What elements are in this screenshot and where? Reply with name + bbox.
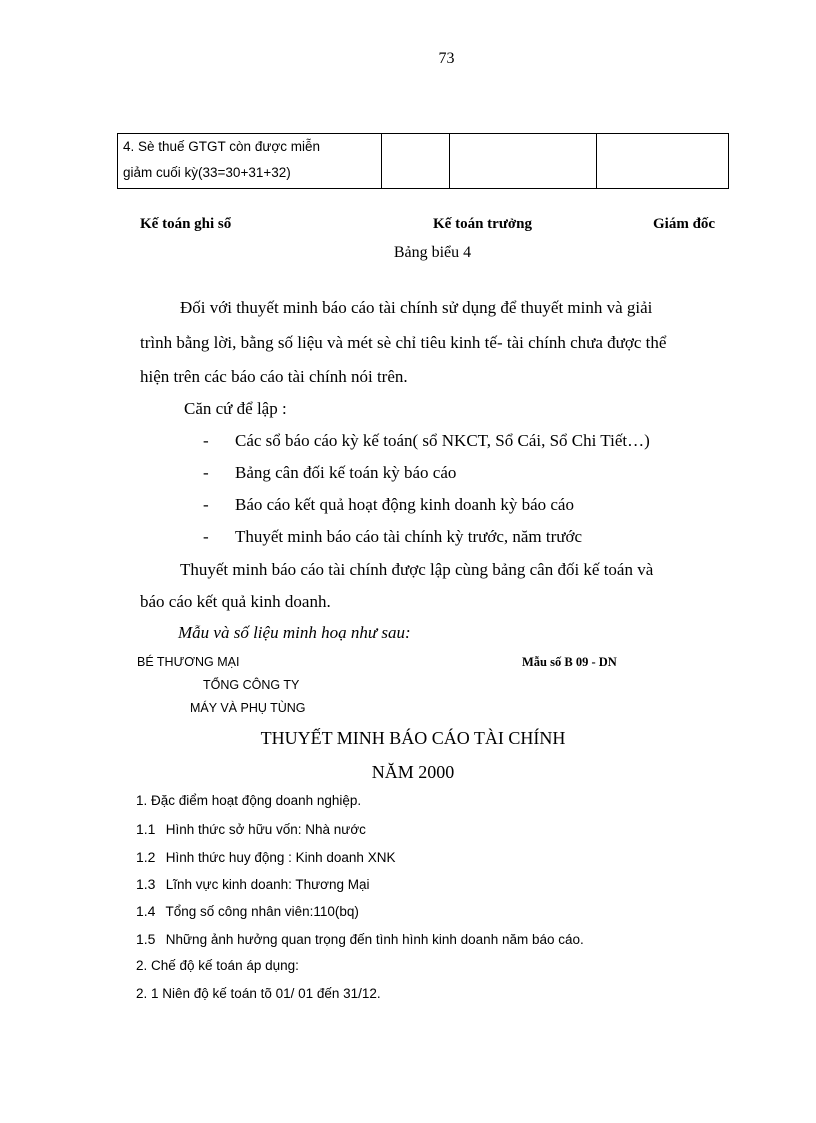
intro-line-2: trình bằng lời, bằng số liệu và mét sè chỉ tiêu kinh tế- tài chính chưa được thể: [140, 333, 667, 352]
item-text: Hình thức huy động : Kinh doanh XNK: [165, 850, 396, 865]
list-item: [136, 849, 395, 865]
item-number: 1.1: [136, 821, 156, 837]
table-cell: [450, 134, 597, 189]
intro-line-3: hiện trên các báo cáo tài chính nói trên.: [140, 367, 408, 386]
corporation-line-1: TỔNG CÔNG TY: [203, 678, 300, 692]
signature-accountant: Kế toán ghi sổ: [140, 216, 232, 232]
table-cell: [382, 134, 450, 189]
bullet-marker: -: [203, 431, 209, 450]
item-text: Lĩnh vực kinh doanh: Thương Mại: [165, 877, 370, 892]
basis-heading: Căn cứ để lập :: [184, 399, 287, 418]
section-2-heading: 2. Chế độ kế toán áp dụng:: [136, 958, 299, 973]
bullet-marker: -: [203, 527, 209, 546]
item-text: Những ảnh hưởng quan trọng đến tình hình kinh doanh năm báo cáo.: [165, 932, 584, 947]
section-2-1: 2. 1 Niên độ kế toán tõ 01/ 01 đến 31/12.: [136, 986, 381, 1001]
summary-line-2: báo cáo kết quả kinh doanh.: [140, 592, 331, 611]
form-number: Mẫu số B 09 - DN: [522, 655, 617, 669]
table-row-label-line1: 4. Sè thuế GTGT còn được miễn: [123, 139, 320, 154]
table-row-label-line2: giảm cuối kỳ(33=30+31+32): [123, 165, 291, 180]
bullet-item: Thuyết minh báo cáo tài chính kỳ trước, năm trước: [235, 527, 583, 546]
item-text: Hình thức sở hữu vốn: Nhà nước: [165, 822, 366, 837]
signature-chief-accountant: Kế toán trưởng: [433, 216, 532, 232]
item-number: 1.3: [136, 876, 156, 892]
bullet-item: Báo cáo kết quả hoạt động kinh doanh kỳ báo cáo: [235, 495, 574, 514]
list-item: [136, 903, 359, 919]
sample-intro: Mẫu và số liệu minh hoạ như sau:: [178, 623, 411, 642]
signature-director: Giám đốc: [653, 216, 716, 232]
page-number: 73: [438, 50, 455, 67]
item-number: 1.4: [136, 903, 156, 919]
bullet-item: Các sổ báo cáo kỳ kế toán( sổ NKCT, Sổ Cái, Sổ Chi Tiết…): [235, 431, 650, 450]
report-title: THUYẾT MINH BÁO CÁO TÀI CHÍNH: [260, 728, 566, 748]
ministry-name: BÉ THƯƠNG MẠI: [137, 655, 240, 669]
bullet-marker: -: [203, 495, 209, 514]
list-item: [136, 876, 370, 892]
bullet-marker: -: [203, 463, 209, 482]
item-text: Tổng số công nhân viên:110(bq): [165, 904, 359, 919]
item-number: 1.5: [136, 931, 156, 947]
list-item: [136, 931, 584, 947]
report-year: NĂM 2000: [371, 762, 455, 782]
summary-table: [117, 133, 729, 189]
table-row: [118, 134, 729, 189]
list-item: [136, 821, 366, 837]
table-row-label-cell: [118, 134, 382, 189]
table-cell: [597, 134, 729, 189]
corporation-line-2: MÁY VÀ PHỤ TÙNG: [190, 701, 306, 715]
table-caption: Bảng biểu 4: [393, 244, 472, 261]
intro-line-1: Đối với thuyết minh báo cáo tài chính sử dụng để thuyết minh và giải: [180, 298, 653, 317]
summary-line-1: Thuyết minh báo cáo tài chính được lập cùng bảng cân đối kế toán và: [180, 560, 654, 579]
item-number: 1.2: [136, 849, 156, 865]
bullet-item: Bảng cân đối kế toán kỳ báo cáo: [235, 463, 457, 482]
section-1-heading: 1. Đặc điểm hoạt động doanh nghiệp.: [136, 793, 362, 808]
